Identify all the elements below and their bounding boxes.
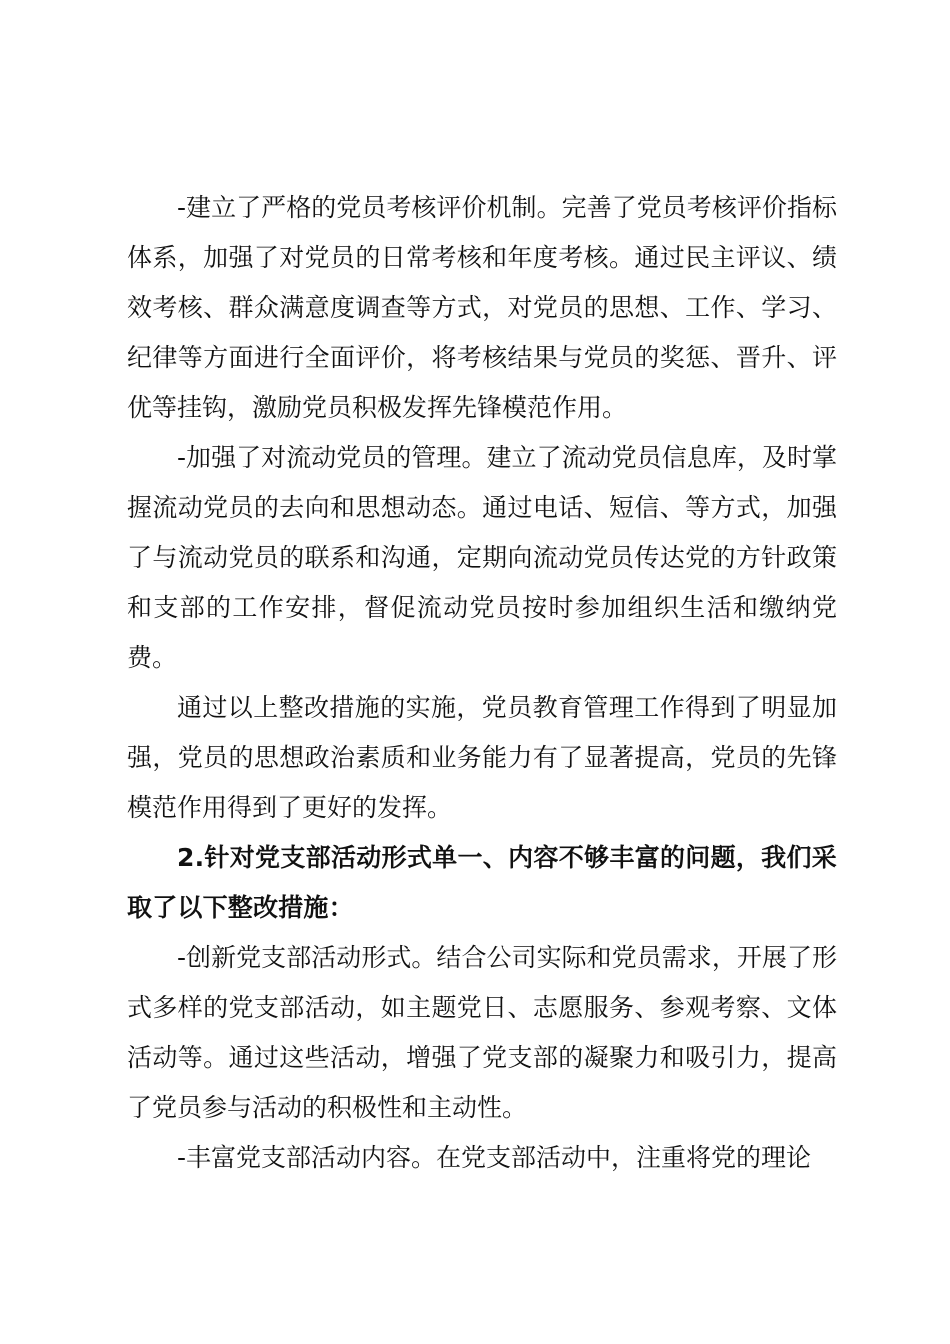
paragraph-enrich-activity-content: -丰富党支部活动内容。在党支部活动中，注重将党的理论 bbox=[177, 1143, 812, 1172]
paragraph-mobile-members: -加强了对流动党员的管理。建立了流动党员信息库，及时掌握流动党员的去向和思想动态。通过电话、短信、等方式，加强了与流动党员的联系和沟通，定期向流动党员传达党的方针政策和支部的工作安排，督促流动党员按时参加组织生活和缴纳党费。 bbox=[127, 443, 837, 672]
paragraph-summary: 通过以上整改措施的实施，党员教育管理工作得到了明显加强，党员的思想政治素质和业务能力有了显著提高，党员的先锋模范作用得到了更好的发挥。 bbox=[127, 693, 837, 822]
section-heading-branch-activities: 2.针对党支部活动形式单一、内容不够丰富的问题，我们采取了以下整改措施： bbox=[127, 843, 837, 922]
document-body bbox=[127, 183, 837, 1183]
paragraph-innovate-activity-forms: -创新党支部活动形式。结合公司实际和党员需求，开展了形式多样的党支部活动，如主题党日、志愿服务、参观考察、文体活动等。通过这些活动，增强了党支部的凝聚力和吸引力，提高了党员参与活动的积极性和主动性。 bbox=[127, 943, 837, 1122]
paragraph-assessment-mechanism: -建立了严格的党员考核评价机制。完善了党员考核评价指标体系，加强了对党员的日常考核和年度考核。通过民主评议、绩效考核、群众满意度调查等方式，对党员的思想、工作、学习、纪律等方面进行全面评价，将考核结果与党员的奖惩、晋升、评优等挂钩，激励党员积极发挥先锋模范作用。 bbox=[127, 193, 837, 422]
